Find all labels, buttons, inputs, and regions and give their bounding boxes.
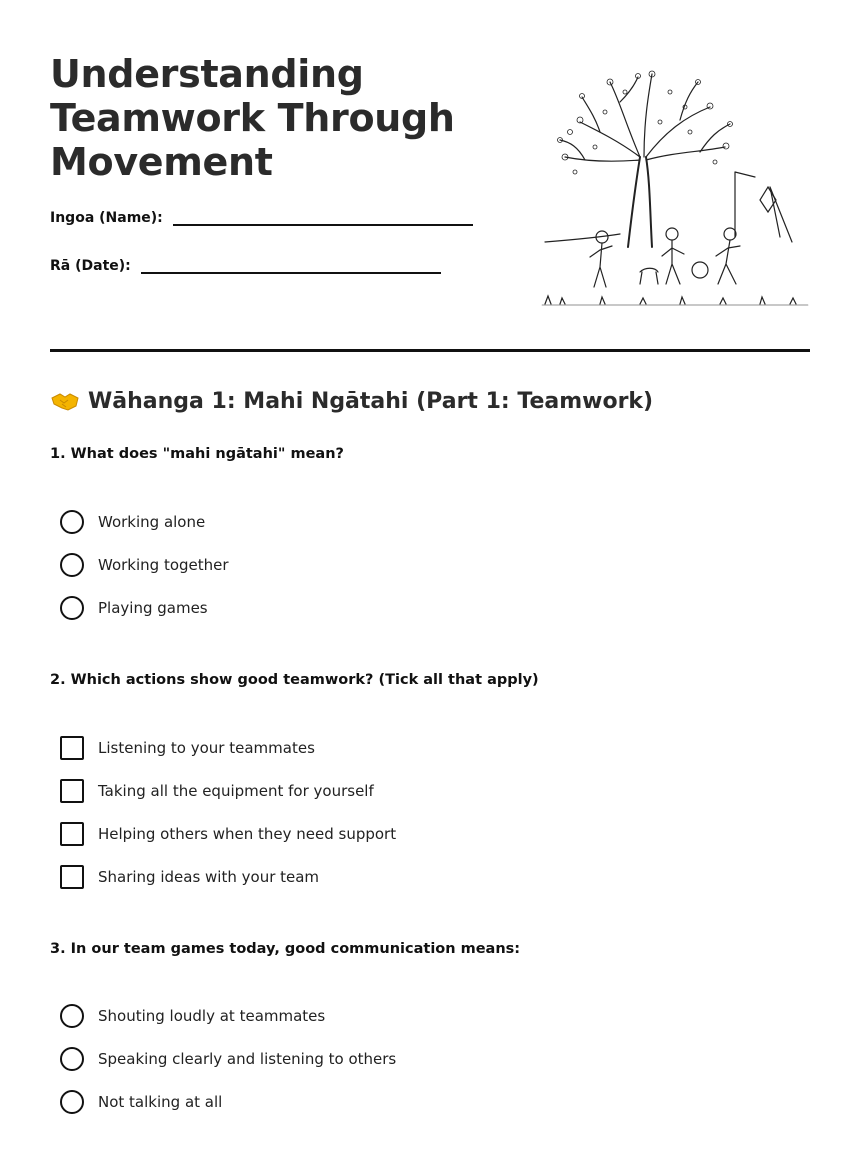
option-label: Listening to your teammates — [98, 739, 315, 757]
q1-option-3[interactable] — [60, 595, 208, 621]
section-1-title-text: Wāhanga 1: Mahi Ngātahi (Part 1: Teamwork) — [88, 388, 654, 414]
checkbox[interactable] — [60, 736, 84, 760]
q1-option-1[interactable] — [60, 509, 205, 535]
date-field — [50, 256, 441, 274]
option-label: Sharing ideas with your team — [98, 868, 320, 886]
question-2: 2. Which actions show good teamwork? (Tick all that apply) — [50, 672, 539, 688]
date-input-line[interactable] — [141, 256, 441, 274]
radio-button[interactable] — [60, 553, 84, 577]
option-label: Working together — [98, 556, 229, 574]
children-playing-under-tree-illustration — [540, 62, 810, 312]
option-label: Shouting loudly at teammates — [98, 1007, 326, 1025]
page-title: Understanding Teamwork Through Movement — [50, 52, 455, 184]
checkbox[interactable] — [60, 865, 84, 889]
date-label: Rā (Date): — [50, 258, 131, 274]
option-label: Taking all the equipment for yourself — [98, 782, 374, 800]
option-label: Helping others when they need support — [98, 825, 397, 843]
name-label: Ingoa (Name): — [50, 210, 163, 226]
section-1-title — [50, 388, 653, 414]
checkbox[interactable] — [60, 822, 84, 846]
option-label: Playing games — [98, 599, 208, 617]
radio-button[interactable] — [60, 596, 84, 620]
option-label: Not talking at all — [98, 1093, 223, 1111]
section-divider — [50, 349, 810, 352]
option-label: Working alone — [98, 513, 206, 531]
option-label: Speaking clearly and listening to others — [98, 1050, 397, 1068]
q2-option-4[interactable] — [60, 864, 319, 890]
name-input-line[interactable] — [173, 208, 473, 226]
radio-button[interactable] — [60, 1090, 84, 1114]
name-field — [50, 208, 473, 226]
q3-option-1[interactable] — [60, 1003, 325, 1029]
q3-option-3[interactable] — [60, 1089, 222, 1115]
q2-option-2[interactable] — [60, 778, 374, 804]
radio-button[interactable] — [60, 1004, 84, 1028]
handshake-icon — [50, 388, 80, 414]
question-1: 1. What does "mahi ngātahi" mean? — [50, 446, 344, 462]
q2-option-3[interactable] — [60, 821, 396, 847]
q3-option-2[interactable] — [60, 1046, 396, 1072]
q2-option-1[interactable] — [60, 735, 315, 761]
question-3: 3. In our team games today, good communication means: — [50, 941, 521, 957]
radio-button[interactable] — [60, 1047, 84, 1071]
checkbox[interactable] — [60, 779, 84, 803]
q1-option-2[interactable] — [60, 552, 229, 578]
radio-button[interactable] — [60, 510, 84, 534]
